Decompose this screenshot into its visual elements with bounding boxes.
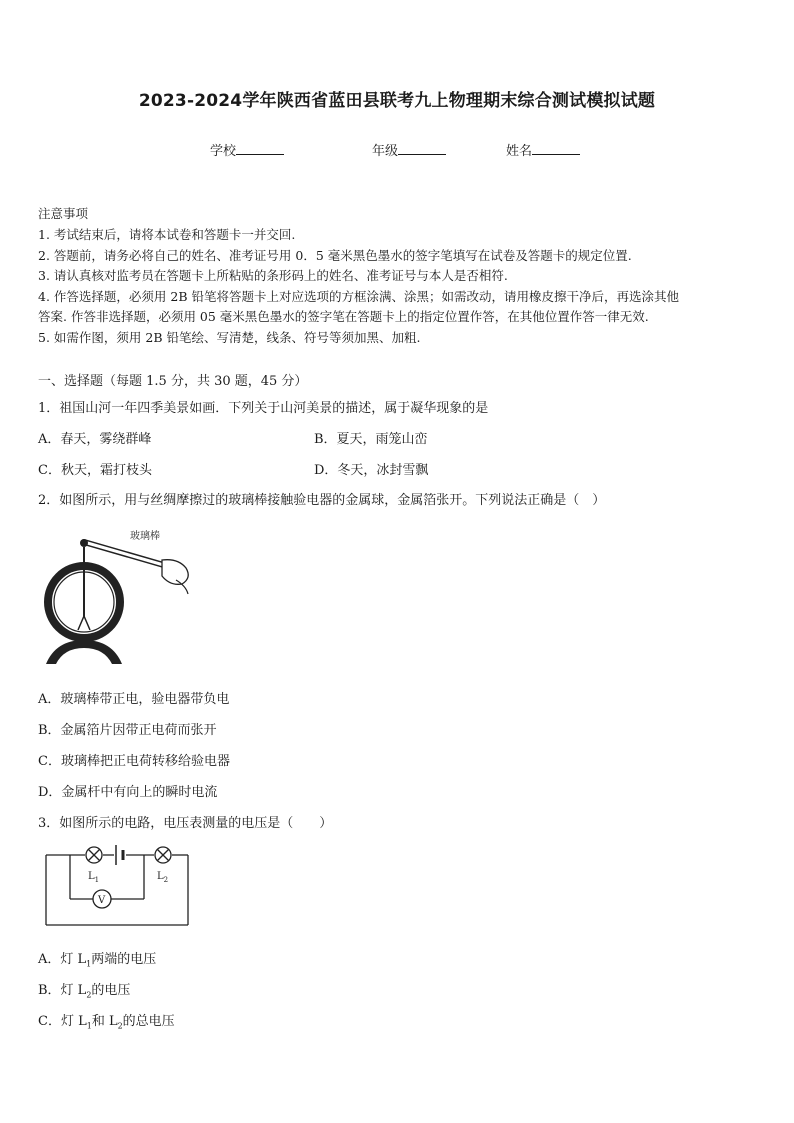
- name-field[interactable]: [506, 140, 580, 159]
- notice-item: 5. 如需作图，须用 2B 铅笔绘、写清楚，线条、符号等须加黑、加粗.: [38, 330, 421, 345]
- electroscope-base: [46, 640, 122, 664]
- glass-rod-label: 玻璃棒: [130, 531, 160, 542]
- notice-item: 2. 答题前，请务必将自己的姓名、准考证号用 0．5 毫米黑色墨水的签字笔填写在试卷及答题卡的规定位置.: [38, 248, 632, 263]
- hand-icon: [162, 560, 188, 585]
- q1-option-c[interactable]: C．秋天，霜打枝头: [38, 463, 152, 478]
- lamp-l1-label: $L_1$: [88, 871, 100, 884]
- school-blank[interactable]: [236, 141, 284, 155]
- q1-option-d[interactable]: D．冬天，冰封雪飘: [314, 463, 429, 478]
- grade-blank[interactable]: [398, 141, 446, 155]
- q2-option-d[interactable]: D．金属杆中有向上的瞬时电流: [38, 785, 218, 800]
- q3-option-b[interactable]: B．灯 $L_2$的电压: [38, 983, 131, 1000]
- q2-option-a[interactable]: A．玻璃棒带正电，验电器带负电: [38, 692, 230, 707]
- page-title: 2023-2024学年陕西省蓝田县联考九上物理期末综合测试模拟试题: [138, 91, 656, 111]
- metal-foil: [78, 616, 90, 630]
- notice-item: 3. 请认真核对监考员在答题卡上所粘贴的条形码上的姓名、准考证号与本人是否相符.: [38, 268, 508, 283]
- notice-item: 答案. 作答非选择题，必须用 05 毫米黑色墨水的签字笔在答题卡上的指定位置作答，在其他位置作答一律无效.: [38, 309, 649, 324]
- name-blank[interactable]: [532, 141, 580, 155]
- q1-stem: 1．祖国山河一年四季美景如画．下列关于山河美景的描述，属于凝华现象的是: [38, 401, 489, 416]
- school-label: 学校: [210, 144, 237, 159]
- q2-option-b[interactable]: B．金属箔片因带正电荷而张开: [38, 723, 217, 738]
- q1-option-b[interactable]: B．夏天，雨笼山峦: [314, 432, 428, 447]
- grade-label: 年级: [372, 144, 399, 159]
- q1-option-a[interactable]: A．春天，雾绕群峰: [38, 432, 152, 447]
- grade-field[interactable]: [372, 140, 446, 159]
- circuit-figure: [44, 843, 192, 929]
- notice-heading: 注意事项: [38, 206, 89, 221]
- metal-ball: [80, 539, 88, 547]
- notice-item: 4. 作答选择题，必须用 2B 铅笔将答题卡上对应选项的方框涂满、涂黑；如需改动，请用橡皮擦干净后，再选涂其他: [38, 289, 679, 304]
- name-label: 姓名: [506, 144, 533, 159]
- q3-option-c[interactable]: C．灯 $L_1$和 $L_2$的总电压: [38, 1014, 175, 1031]
- q2-stem: 2．如图所示，用与丝绸摩擦过的玻璃棒接触验电器的金属球，金属箔张开。下列说法正确是（ ）: [38, 493, 606, 508]
- lamp-l2-label: $L_2$: [157, 871, 169, 884]
- q3-option-a[interactable]: A．灯 $L_1$两端的电压: [38, 952, 157, 969]
- section-heading: 一、选择题（每题 1.5 分，共 30 题，45 分）: [38, 374, 308, 389]
- voltmeter-label: V: [98, 895, 106, 906]
- q2-option-c[interactable]: C．玻璃棒把正电荷转移给验电器: [38, 754, 230, 769]
- electroscope-figure: [38, 518, 194, 670]
- q3-stem: 3．如图所示的电路，电压表测量的电压是（ ）: [38, 816, 333, 831]
- notice-item: 1. 考试结束后，请将本试卷和答题卡一并交回.: [38, 227, 296, 242]
- school-field[interactable]: [210, 140, 284, 159]
